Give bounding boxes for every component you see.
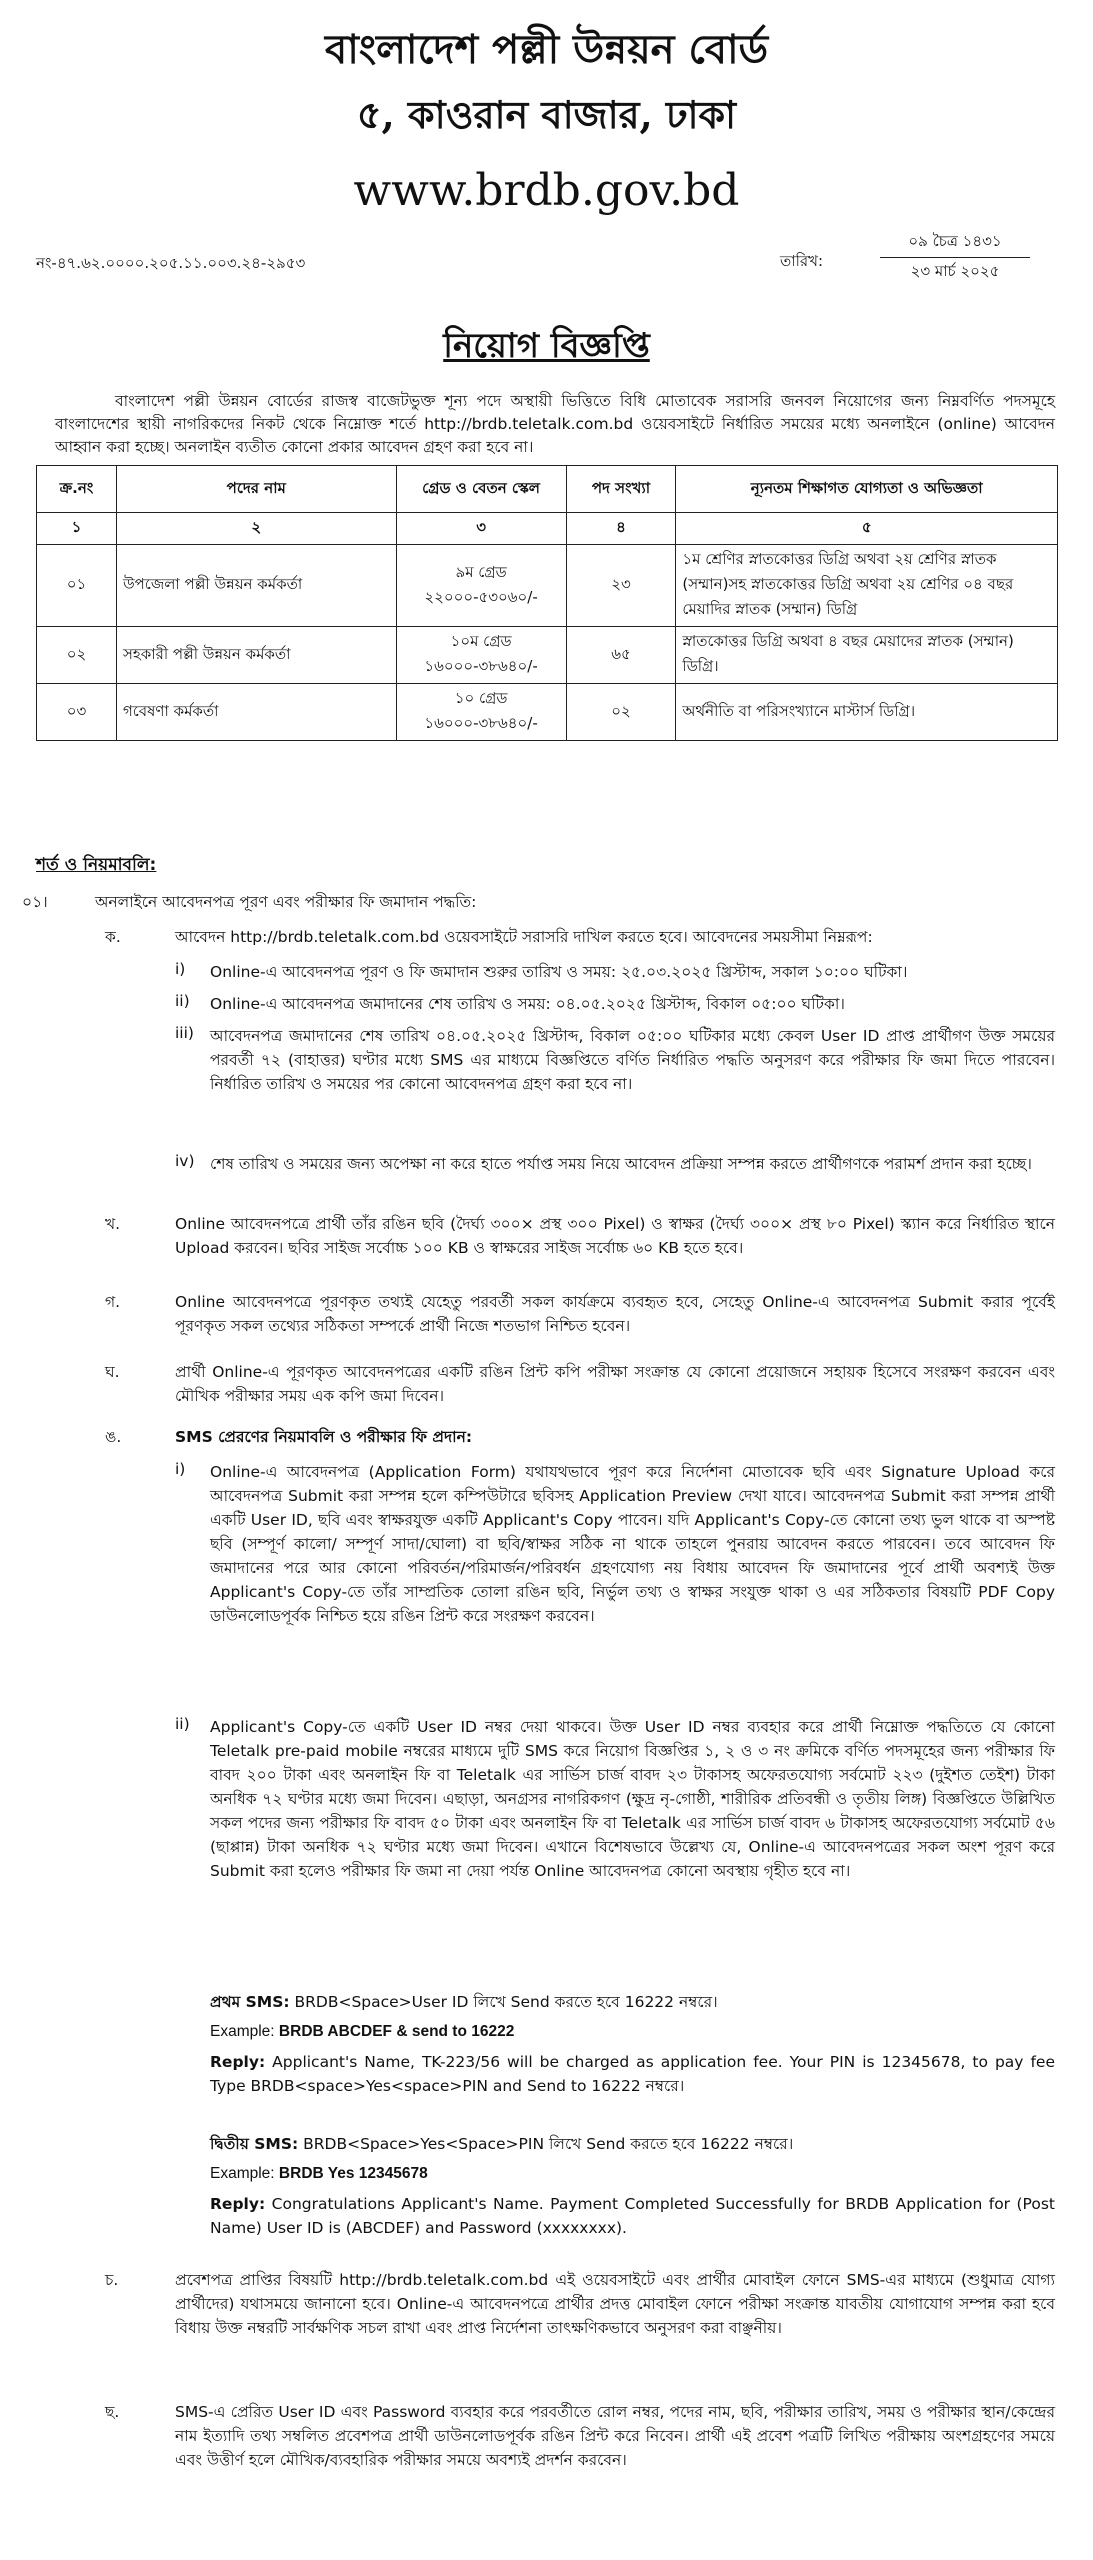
grade-cell: ১০ম গ্রেড ১৬০০০-৩৮৬৪০/- (396, 627, 566, 684)
table-row (37, 684, 1058, 741)
item-chha-number: ছ. (105, 2403, 120, 2421)
count-cell: ৬৫ (566, 627, 676, 684)
serial-cell: ০২ (37, 627, 117, 684)
item-ga-text: Online আবেদনপত্রে পূরণকৃত তথ্যই যেহেতু পরবর্তী সকল কার্যক্রমে ব্যবহৃত হবে, সেহেতু Online-এ আবেদনপত্র Submit করার পূর্বেই পূরণকৃত সকল তথ্যের সঠিকতা সম্পর্কে প্রার্থী নিজে শতভাগ নিশ্চিত হবেন। (175, 1293, 1055, 1335)
table-row (37, 545, 1058, 627)
post-cell: গবেষণা কর্মকর্তা (116, 684, 396, 741)
item-cha-text: প্রবেশপত্র প্রাপ্তির বিষয়টি http://brdb.teletalk.com.bd এই ওয়েবসাইটে এবং প্রার্থীর মোবাইল ফোনে SMS-এর মাধ্যমে (শুধুমাত্র যোগ্য প্রার্থীদের) যথাসময়ে জানানো হবে। Online-এ আবেদনপত্রে প্রার্থীর প্রদত্ত মোবাইল ফোনে পরীক্ষা সংক্রান্ত যাবতীয় যোগাযোগ সম্পন্ন করা হবে বিধায় উক্ত নম্বরটি সার্বক্ষণিক সচল রাখা এবং প্রাপ্ত নির্দেশনা তাৎক্ষণিকভাবে অনুসরণ করা বাঞ্ছনীয়। (175, 2271, 1055, 2337)
item-kha-text: Online আবেদনপত্রে প্রার্থী তাঁর রঙিন ছবি (দৈর্ঘ্য ৩০০× প্রস্থ ৩০০ Pixel) ও স্বাক্ষর (দৈর্ঘ্য ৩০০× প্রস্থ ৮০ Pixel) স্ক্যান করে নির্ধারিত স্থানে Upload করবেন। ছবির সাইজ সর্বোচ্চ ১০০ KB ও স্বাক্ষরের সাইজ সর্বোচ্চ ৬০ KB হতে হবে। (175, 1215, 1055, 1257)
qualification-cell: স্নাতকোত্তর ডিগ্রি অথবা ৪ বছর মেয়াদের স্নাতক (সম্মান) ডিগ্রি। (676, 627, 1058, 684)
item-gha-number: ঘ. (105, 1363, 120, 1381)
index-cell: ১ (37, 513, 117, 545)
index-cell: ৪ (566, 513, 676, 545)
date-label: তারিখ: (780, 252, 824, 270)
item-ka-text: আবেদন http://brdb.teletalk.com.bd ওয়েবসাইটে সরাসরি দাখিল করতে হবে। আবেদনের সময়সীমা নিম্নরূপ: (175, 928, 873, 946)
table-header: গ্রেড ও বেতন স্কেল (396, 466, 566, 513)
grade-cell: ৯ম গ্রেড ২২০০০-৫৩০৬০/- (396, 545, 566, 627)
item-uo-i-text: Online-এ আবেদনপত্র (Application Form) যথাযথভাবে পূরণ করে নির্দেশনা মোতাবেক ছবি এবং Signature Upload করে আবেদনপত্র Submit করা সম্পন্ন হলে কম্পিউটারে ছবিসহ Application Preview দেখা যাবে। আবেদনপত্র Submit করা সম্পন্ন প্রার্থী একটি User ID, ছবি এবং স্বাক্ষরযুক্ত একটি Applicant's Copy পাবেন। যদি Applicant's Copy-তে কোনো তথ্য ভুল থাকে বা অস্পষ্ট ছবি (সম্পূর্ণ কালো/ সম্পূর্ণ সাদা/ঘোলা) বা ছবি/স্বাক্ষর সঠিক না থাকে তাহলে পুনরায় আবেদন করতে পারবেন। তবে আবেদন ফি জমাদানের পরে আর কোনো পরিবর্তন/পরিমার্জন/পরিবর্ধন গ্রহণযোগ্য নয় বিধায় আবেদন ফি জমাদানের পূর্বে প্রার্থী অবশ্যই উক্ত Applicant's Copy-তে তাঁর সাম্প্রতিক তোলা রঙিন ছবি, নির্ভুল তথ্য ও স্বাক্ষর সংযুক্ত থাকা ও এর সঠিকতার বিষয়টি PDF Copy ডাউনলোডপূর্বক নিশ্চিত হয়ে রঙিন প্রিন্ট করে সংরক্ষণ করবেন। (210, 1463, 1055, 1625)
second-sms-line: দ্বিতীয় SMS: BRDB<Space>Yes<Space>PIN লিখে Send করতে হবে 16222 নম্বরে। (210, 2135, 794, 2153)
item-ka-number: ক. (105, 928, 121, 946)
serial-cell: ০৩ (37, 684, 117, 741)
reply-2-line: Reply: Congratulations Applicant's Name. Payment Completed Successfully for BRDB Application for (Post Name) User ID is (ABCDEF) and Password (xxxxxxxx). (210, 2195, 1055, 2237)
reply-1-line: Reply: Applicant's Name, TK-223/56 will be charged as application fee. Your PIN is 12345678, to pay fee Type BRDB<space>Yes<space>PIN and Send to 16222 নম্বরে। (210, 2053, 1055, 2095)
posts-table (36, 465, 1058, 741)
item-gha-text: প্রার্থী Online-এ পূরণকৃত আবেদনপত্রের একটি রঙিন প্রিন্ট কপি পরীক্ষা সংক্রান্ত যে কোনো প্রয়োজনে সহায়ক হিসেবে সংরক্ষণ করবেন এবং মৌখিক পরীক্ষার সময় এক কপি জমা দিবেন। (175, 1363, 1055, 1405)
table-row (37, 627, 1058, 684)
item-uo-ii-text: Applicant's Copy-তে একটি User ID নম্বর দেয়া থাকবে। উক্ত User ID নম্বর ব্যবহার করে প্রার্থী নিম্নোক্ত পদ্ধতিতে যে কোনো Teletalk pre-paid mobile নম্বরের মাধ্যমে দুটি SMS করে নিয়োগ বিজ্ঞপ্তির ১, ২ ও ৩ নং ক্রমিকে বর্ণিত পদসমূহের জন্য পরীক্ষার ফি বাবদ ২০০ টাকা এবং অনলাইন ফি বা Teletalk এর সার্ভিস চার্জ বাবদ ২৩ টাকাসহ অফেরতযোগ্য সর্বমোট ২২৩ (দুইশত তেইশ) টাকা অনধিক ৭২ ঘণ্টার মধ্যে জমা দিবেন। এছাড়া, অনগ্রসর নাগরিকগণ (ক্ষুদ্র নৃ-গোষ্ঠী, শারীরিক প্রতিবন্ধী ও তৃতীয় লিঙ্গ) বিজ্ঞপ্তিতে উল্লিখিত সকল পদের জন্য পরীক্ষার ফি বাবদ ৫০ টাকা এবং অনলাইন ফি বা Teletalk এর সার্ভিস চার্জ বাবদ ৬ টাকাসহ অফেরতযোগ্য সর্বমোট ৫৬ (ছাপ্পান্ন) টাকা অনধিক ৭২ ঘণ্টার মধ্যে জমা দিবেন। এখানে বিশেষভাবে উল্লেখ্য যে, Online-এ আবেদনপত্রের সকল অংশ পূরণ করে Submit করা হলেও পরীক্ষার ফি জমা না দেয়া পর্যন্ত Online আবেদনপত্র কোনো অবস্থায় গৃহীত হবে না। (210, 1718, 1055, 1880)
count-cell: ০২ (566, 684, 676, 741)
item-ka-iii-text: আবেদনপত্র জমাদানের শেষ তারিখ ০৪.০৫.২০২৫ খ্রিস্টাব্দ, বিকাল ০৫:০০ ঘটিকার মধ্যে কেবল User ID প্রাপ্ত প্রার্থীগণ উক্ত সময়ের পরবর্তী ৭২ (বাহাত্তর) ঘণ্টার মধ্যে SMS এর মাধ্যমে বিজ্ঞপ্তিতে বর্ণিত নির্ধারিত পদ্ধতি অনুসরণ করে পরীক্ষার ফি জমা দিতে পারবেন। নির্ধারিত তারিখ ও সময়ের পর কোনো আবেদনপত্র গ্রহণ করা হবে না। (210, 1027, 1055, 1093)
date-bangla: ০৯ চৈত্র ১৪৩১ (880, 228, 1030, 258)
item-ka-iv-number: iv) (175, 1152, 195, 1170)
item-cha-number: চ. (105, 2271, 119, 2289)
page-title: নিয়োগ বিজ্ঞপ্তি (443, 326, 650, 366)
table-header: পদের নাম (116, 466, 396, 513)
item-uo-ii-number: ii) (175, 1715, 190, 1733)
section-01-text: অনলাইনে আবেদনপত্র পূরণ এবং পরীক্ষার ফি জমাদান পদ্ধতি: (95, 893, 477, 911)
item-uo-number: ঙ. (105, 1428, 122, 1446)
item-uo-i-number: i) (175, 1460, 186, 1478)
example-2-line: Example: BRDB Yes 12345678 (210, 2165, 428, 2182)
count-cell: ২৩ (566, 545, 676, 627)
item-chha-text: SMS-এ প্রেরিত User ID এবং Password ব্যবহার করে পরবর্তীতে রোল নম্বর, পদের নাম, ছবি, পরীক্ষার তারিখ, সময় ও পরীক্ষার স্থান/কেন্দ্রের নাম ইত্যাদি তথ্য সম্বলিত প্রবেশপত্র প্রার্থী ডাউনলোডপূর্বক রঙিন প্রিন্ট করে নিবেন। প্রার্থী এই প্রবেশ পত্রটি লিখিত পরীক্ষায় অংশগ্রহণের সময়ে এবং উত্তীর্ণ হলে মৌখিক/ব্যবহারিক পরীক্ষার সময়ে অবশ্যই প্রদর্শন করবেন। (175, 2403, 1055, 2469)
table-header: পদ সংখ্যা (566, 466, 676, 513)
item-ka-ii-text: Online-এ আবেদনপত্র জমাদানের শেষ তারিখ ও সময়: ০৪.০৫.২০২৫ খ্রিস্টাব্দ, বিকাল ০৫:০০ ঘটিকা। (210, 995, 845, 1013)
date-gregorian: ২৩ মার্চ ২০২৫ (910, 262, 1000, 280)
intro-paragraph: বাংলাদেশ পল্লী উন্নয়ন বোর্ডের রাজস্ব বাজেটভুক্ত শূন্য পদে অস্থায়ী ভিত্তিতে বিধি মোতাবেক সরাসরি জনবল নিয়োগের জন্য নিম্নবর্ণিত পদসমূহে বাংলাদেশের স্থায়ী নাগরিকদের নিকট থেকে নিম্নোক্ত শর্তে http://brdb.teletalk.com.bd ওয়েবসাইটে নির্ধারিত সময়ের মধ্যে অনলাইনে (online) আবেদন আহ্বান করা হচ্ছে। অনলাইন ব্যতীত কোনো প্রকার আবেদন গ্রহণ করা হবে না। (55, 392, 1055, 456)
item-ka-iii-number: iii) (175, 1024, 194, 1042)
post-cell: সহকারী পল্লী উন্নয়ন কর্মকর্তা (116, 627, 396, 684)
index-cell: ৫ (676, 513, 1058, 545)
item-ka-i-text: Online-এ আবেদনপত্র পূরণ ও ফি জমাদান শুরুর তারিখ ও সময়: ২৫.০৩.২০২৫ খ্রিস্টাব্দ, সকাল ১০:০০ ঘটিকা। (210, 963, 908, 981)
grade-cell: ১০ গ্রেড ১৬০০০-৩৮৬৪০/- (396, 684, 566, 741)
example-1-line: Example: BRDB ABCDEF & send to 16222 (210, 2023, 515, 2040)
first-sms-line: প্রথম SMS: BRDB<Space>User ID লিখে Send করতে হবে 16222 নম্বরে। (210, 1993, 718, 2011)
item-ka-i-number: i) (175, 960, 186, 978)
item-uo-text: SMS প্রেরণের নিয়মাবলি ও পরীক্ষার ফি প্রদান: (175, 1428, 473, 1446)
qualification-cell: ১ম শ্রেণির স্নাতকোত্তর ডিগ্রি অথবা ২য় শ্রেণির স্নাতক (সম্মান)সহ স্নাতকোত্তর ডিগ্রি অথবা ২য় শ্রেণির ০৪ বছর মেয়াদির স্নাতক (সম্মান) ডিগ্রি (676, 545, 1058, 627)
date-box (880, 228, 1030, 287)
item-ka-iv-text: শেষ তারিখ ও সময়ের জন্য অপেক্ষা না করে হাতে পর্যাপ্ত সময় নিয়ে আবেদন প্রক্রিয়া সম্পন্ন করতে প্রার্থীগণকে পরামর্শ প্রদান করা হচ্ছে। (210, 1155, 1032, 1173)
item-kha-number: খ. (105, 1215, 121, 1233)
index-cell: ২ (116, 513, 396, 545)
section-number: ০১। (22, 893, 48, 911)
item-ga-number: গ. (105, 1293, 121, 1311)
table-index-row (37, 513, 1058, 545)
serial-cell: ০১ (37, 545, 117, 627)
conditions-heading: শর্ত ও নিয়মাবলি: (36, 855, 157, 875)
table-header-row (37, 466, 1058, 513)
table-header: ক্র.নং (37, 466, 117, 513)
qualification-cell: অর্থনীতি বা পরিসংখ্যানে মাস্টার্স ডিগ্রি। (676, 684, 1058, 741)
org-website: www.brdb.gov.bd (353, 165, 740, 216)
table-header: ন্যূনতম শিক্ষাগত যোগ্যতা ও অভিজ্ঞতা (676, 466, 1058, 513)
item-ka-ii-number: ii) (175, 992, 190, 1010)
post-cell: উপজেলা পল্লী উন্নয়ন কর্মকর্তা (116, 545, 396, 627)
org-name: বাংলাদেশ পল্লী উন্নয়ন বোর্ড (324, 26, 769, 73)
memo-number: নং-৪৭.৬২.০০০০.২০৫.১১.০০৩.২৪-২৯৫৩ (36, 254, 306, 272)
org-address: ৫, কাওরান বাজার, ঢাকা (356, 92, 737, 137)
index-cell: ৩ (396, 513, 566, 545)
